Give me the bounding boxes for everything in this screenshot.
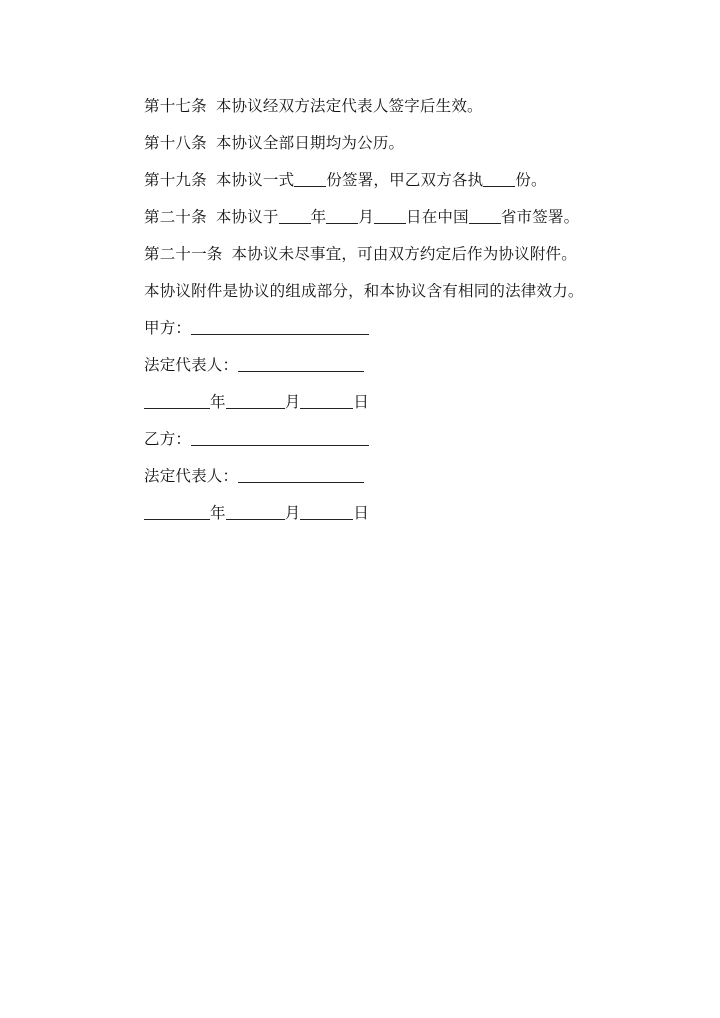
- day-label: 日: [353, 393, 370, 411]
- article-number: 第二十一条: [144, 245, 223, 263]
- date-b-line: [144, 500, 624, 537]
- year-label: 年: [210, 393, 226, 411]
- month-label: 月: [284, 504, 301, 522]
- month-blank: [326, 222, 358, 224]
- date-b-month-blank: [226, 518, 285, 520]
- article-17: [144, 93, 624, 130]
- date-a-month-blank: [226, 407, 285, 409]
- annex-paragraph: 本协议附件是协议的组成部分，和本协议含有相同的法律效力。: [144, 282, 584, 300]
- article-19: [144, 167, 624, 204]
- article-21: [144, 241, 624, 278]
- article-text-part: 本协议一式: [215, 171, 295, 189]
- party-b-blank: [191, 444, 369, 446]
- copies-blank: [294, 185, 326, 187]
- year-blank: [279, 222, 311, 224]
- rep-a-blank: [238, 370, 364, 372]
- date-a-day-blank: [300, 407, 353, 409]
- month-label: 月: [284, 393, 301, 411]
- rep-b-label: 法定代表人：: [144, 467, 239, 485]
- rep-b-blank: [238, 481, 364, 483]
- document-body: [144, 93, 624, 537]
- day-blank: [374, 222, 406, 224]
- rep-b-line: [144, 463, 624, 500]
- date-b-day-blank: [300, 518, 353, 520]
- article-text-part: 日在中国: [406, 208, 469, 226]
- article-text: 本协议全部日期均为公历。: [215, 134, 405, 152]
- article-text-part: 份签署，甲乙双方各执: [326, 171, 484, 189]
- party-b-line: [144, 426, 624, 463]
- article-number: 第二十条: [144, 208, 207, 226]
- article-text: 本协议未尽事宜，可由双方约定后作为协议附件。: [231, 245, 577, 263]
- party-b-label: 乙方：: [144, 430, 192, 448]
- article-text-part: 月: [358, 208, 375, 226]
- party-a-line: [144, 315, 624, 352]
- day-label: 日: [353, 504, 370, 522]
- article-number: 第十九条: [144, 171, 207, 189]
- province-blank: [469, 222, 501, 224]
- article-text-part: 省市签署。: [500, 208, 580, 226]
- rep-a-line: [144, 352, 624, 389]
- year-label: 年: [210, 504, 226, 522]
- date-a-line: [144, 389, 624, 426]
- article-number: 第十八条: [144, 134, 207, 152]
- article-text-part: 份。: [515, 171, 547, 189]
- article-number: 第十七条: [144, 97, 207, 115]
- article-text-part: 年: [310, 208, 327, 226]
- party-a-label: 甲方：: [144, 319, 192, 337]
- date-b-year-blank: [144, 518, 210, 520]
- article-20: [144, 204, 624, 241]
- rep-a-label: 法定代表人：: [144, 356, 239, 374]
- article-text-part: 本协议于: [215, 208, 279, 226]
- copies-each-blank: [483, 185, 515, 187]
- article-18: [144, 130, 624, 167]
- party-a-blank: [191, 333, 369, 335]
- article-text: 本协议经双方法定代表人签字后生效。: [215, 97, 483, 115]
- date-a-year-blank: [144, 407, 210, 409]
